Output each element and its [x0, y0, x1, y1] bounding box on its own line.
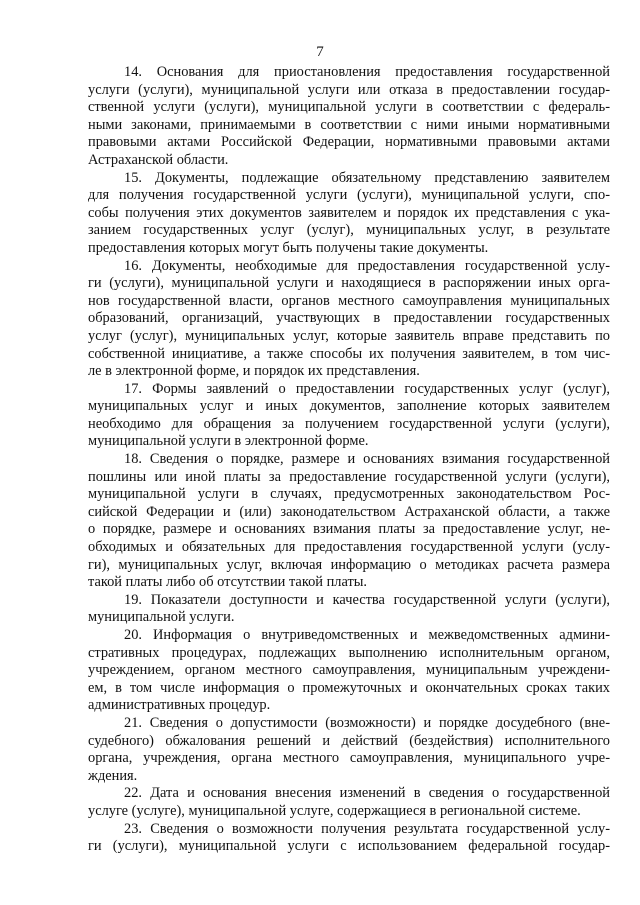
text-line: ле в электронной форме, и порядок их представления.: [88, 363, 420, 380]
text-line: ем, в том числе информация о промежуточных и окончательных сроках таких: [88, 679, 610, 696]
text-line: услуги (услуги), муниципальной услуги или отказа в предоставлении государ-: [88, 81, 610, 98]
text-line: необходимо для обращения за получением государственной услуги (услуги),: [88, 415, 610, 432]
paragraph-p17: [88, 381, 610, 451]
text-line: пошлины или иной платы за предоставление государственной услуги (услуги),: [88, 468, 610, 485]
paragraph-p18: [88, 451, 610, 592]
text-line: образований, организаций, участвующих в предоставлении государственных: [88, 310, 610, 327]
text-line: муниципальной услуги в случаях, предусмотренных законодательством Рос-: [88, 486, 610, 503]
text-line: Астраханской области.: [88, 151, 229, 168]
paragraph-p23: [88, 821, 610, 856]
text-line: стративных процедурах, подлежащих выполнению исполнительным органом,: [88, 644, 610, 661]
text-line: органа, учреждения, органа местного самоуправления, муниципального учре-: [88, 750, 610, 767]
text-line: 21. Сведения о допустимости (возможности) и порядке досудебного (вне-: [124, 714, 610, 731]
text-line: 15. Документы, подлежащие обязательному представлению заявителем: [124, 169, 610, 186]
text-line: нов государственной власти, органов местного самоуправления муниципальных: [88, 292, 610, 309]
paragraph-p16: [88, 258, 610, 381]
text-line: муниципальной услуги.: [88, 609, 235, 626]
text-line: 23. Сведения о возможности получения результата государственной услу-: [124, 820, 610, 837]
text-line: собственной инициативе, а также способы их получения заявителем, в том чис-: [88, 345, 610, 362]
text-line: муниципальных услуг и иных документов, заполнение которых заявителем: [88, 398, 610, 415]
text-line: 16. Документы, необходимые для предоставления государственной услу-: [124, 257, 610, 274]
text-line: муниципальной услуги в электронной форме.: [88, 433, 369, 450]
text-line: 19. Показатели доступности и качества государственной услуги (услуги),: [124, 591, 610, 608]
text-line: ги (услуги), муниципальной услуги с использованием федеральной государ-: [88, 838, 610, 855]
text-line: ными законами, принимаемыми в соответствии с ними иными нормативными: [88, 116, 610, 133]
text-line: учреждением, органом местного самоуправления, муниципальным учреждени-: [88, 662, 610, 679]
text-line: 20. Информация о внутриведомственных и межведомственных админи-: [124, 627, 610, 643]
text-line: 14. Основания для приостановления предоставления государственной: [124, 64, 610, 80]
text-line: 22. Дата и основания внесения изменений в сведения о государственной: [124, 785, 610, 802]
text-line: услуге (услуге), муниципальной услуге, содержащиеся в региональной системе.: [88, 802, 581, 819]
paragraph-p14: [88, 64, 610, 170]
document-body: [88, 64, 610, 856]
text-line: такой платы либо об отсутствии такой платы.: [88, 574, 368, 591]
text-line: обходимых и обязательных для предоставления государственной услуги (услу-: [88, 539, 610, 556]
text-line: ственной услуги (услуги), муниципальной услуги в соответствии с федераль-: [88, 99, 610, 116]
text-line: ги), муниципальных услуг, включая информацию о методиках расчета размера: [88, 556, 610, 573]
paragraph-p21: [88, 715, 610, 785]
paragraph-p15: [88, 170, 610, 258]
text-line: 18. Сведения о порядке, размере и основаниях взимания государственной: [124, 451, 610, 468]
text-line: административных процедур.: [88, 697, 271, 714]
paragraph-p20: [88, 627, 610, 715]
text-line: занием государственных услуг (услуг), муниципальных услуг, в результате: [88, 222, 610, 239]
text-line: 17. Формы заявлений о предоставлении государственных услуг (услуг),: [124, 380, 610, 397]
text-line: для получения государственной услуги (услуги), муниципальной услуги, спо-: [88, 187, 610, 204]
text-line: о порядке, размере и основаниях взимания платы за предоставление услуг, не-: [88, 521, 610, 538]
text-line: сийской Федерации и (или) законодательством Астраханской области, а также: [88, 503, 610, 520]
text-line: судебного) обжалования решений и действий (бездействия) исполнительного: [88, 732, 610, 749]
text-line: предоставления которых могут быть получены такие документы.: [88, 239, 489, 256]
text-line: правовыми актами Российской Федерации, нормативными правовыми актами: [88, 134, 610, 151]
text-line: услуг (услуг), муниципальных услуг, которые заявитель вправе представить по: [88, 327, 610, 344]
text-line: собы получения этих документов заявителем и порядок их представления с ука-: [88, 204, 610, 221]
page-number: 7: [316, 44, 324, 60]
paragraph-p22: [88, 785, 610, 820]
text-line: ги (услуги), муниципальной услуги и находящиеся в распоряжении иных орга-: [88, 275, 610, 292]
text-line: ждения.: [88, 767, 138, 784]
paragraph-p19: [88, 592, 610, 627]
